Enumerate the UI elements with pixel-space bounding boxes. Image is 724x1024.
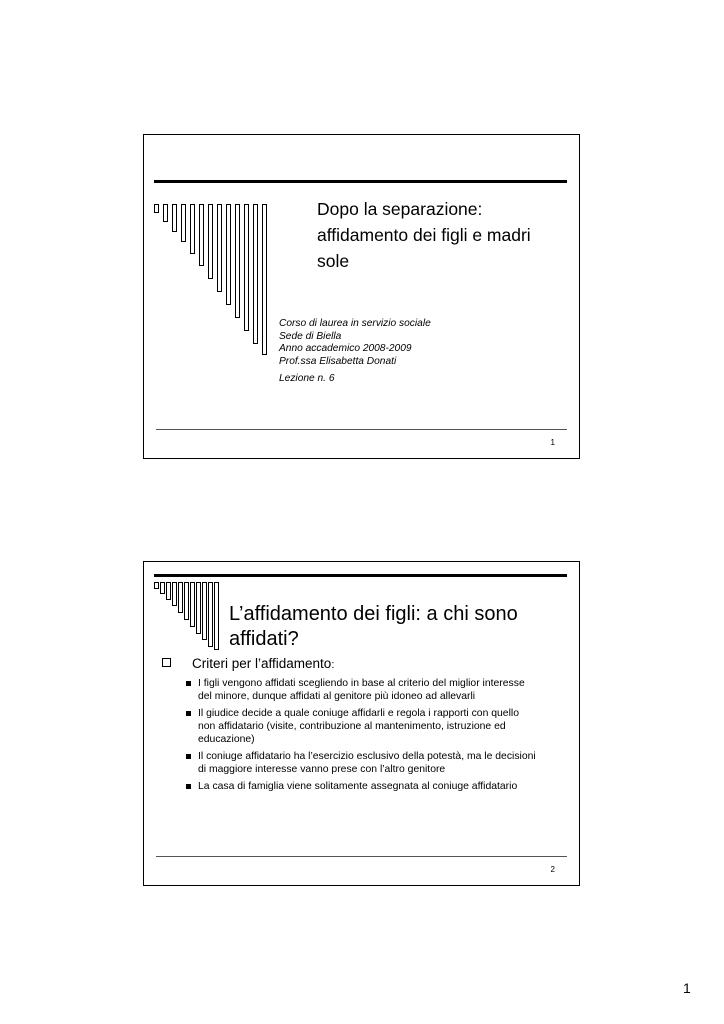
slide-2 [143, 561, 580, 886]
slide-number: 1 [550, 438, 555, 447]
list-item-text: Il giudice decide a quale coniuge affidarli e regola i rapporti con quello non affidatario (visite, contribuzione al mantenimento, istruzione ed educazione) [198, 707, 519, 746]
slide-2-title: L’affidamento dei figli: a chi sono affidati? [229, 603, 518, 650]
list-item [186, 780, 536, 793]
slide-number: 2 [550, 865, 555, 874]
main-bullet-text: Criteri per l’affidamento [192, 656, 332, 671]
slide-1 [143, 134, 580, 459]
square-bullet-icon [186, 754, 191, 759]
slide-1-title: Dopo la separazione: affidamento dei figli e madri sole [317, 199, 531, 271]
square-bullet-icon [186, 681, 191, 686]
sub-bullet-list [186, 677, 536, 797]
square-bullet-icon [186, 784, 191, 789]
square-bullet-icon [186, 711, 191, 716]
course-info [279, 318, 539, 386]
main-bullet [162, 656, 562, 673]
year-line: Anno accademico 2008-2009 [279, 343, 412, 355]
list-item [186, 677, 536, 703]
list-item [186, 750, 536, 776]
lesson-line: Lezione n. 6 [279, 373, 335, 385]
list-item-text: La casa di famiglia viene solitamente assegnata al coniuge affidatario [198, 780, 518, 792]
course-line: Corso di laurea in servizio sociale [279, 318, 431, 329]
slide-footer-line [156, 856, 567, 857]
main-bullet-colon: : [331, 659, 335, 671]
professor-line: Prof.ssa Elisabetta Donati [279, 355, 397, 367]
list-item-text: Il coniuge affidatario ha l’esercizio esclusivo della potestà, ma le decisioni di maggiore interesse vanno prese con l’altro genitore [198, 751, 536, 776]
seat-line: Sede di Biella [279, 330, 342, 342]
hollow-square-bullet-icon [162, 658, 171, 667]
decorative-bars [144, 135, 581, 460]
list-item-text: I figli vengono affidati scegliendo in base al criterio del miglior interesse del minore, dunque affidati al genitore più idoneo ad allevarli [198, 678, 525, 703]
page-number: 1 [683, 980, 691, 996]
list-item [186, 707, 536, 747]
slide-footer-line [156, 429, 567, 430]
